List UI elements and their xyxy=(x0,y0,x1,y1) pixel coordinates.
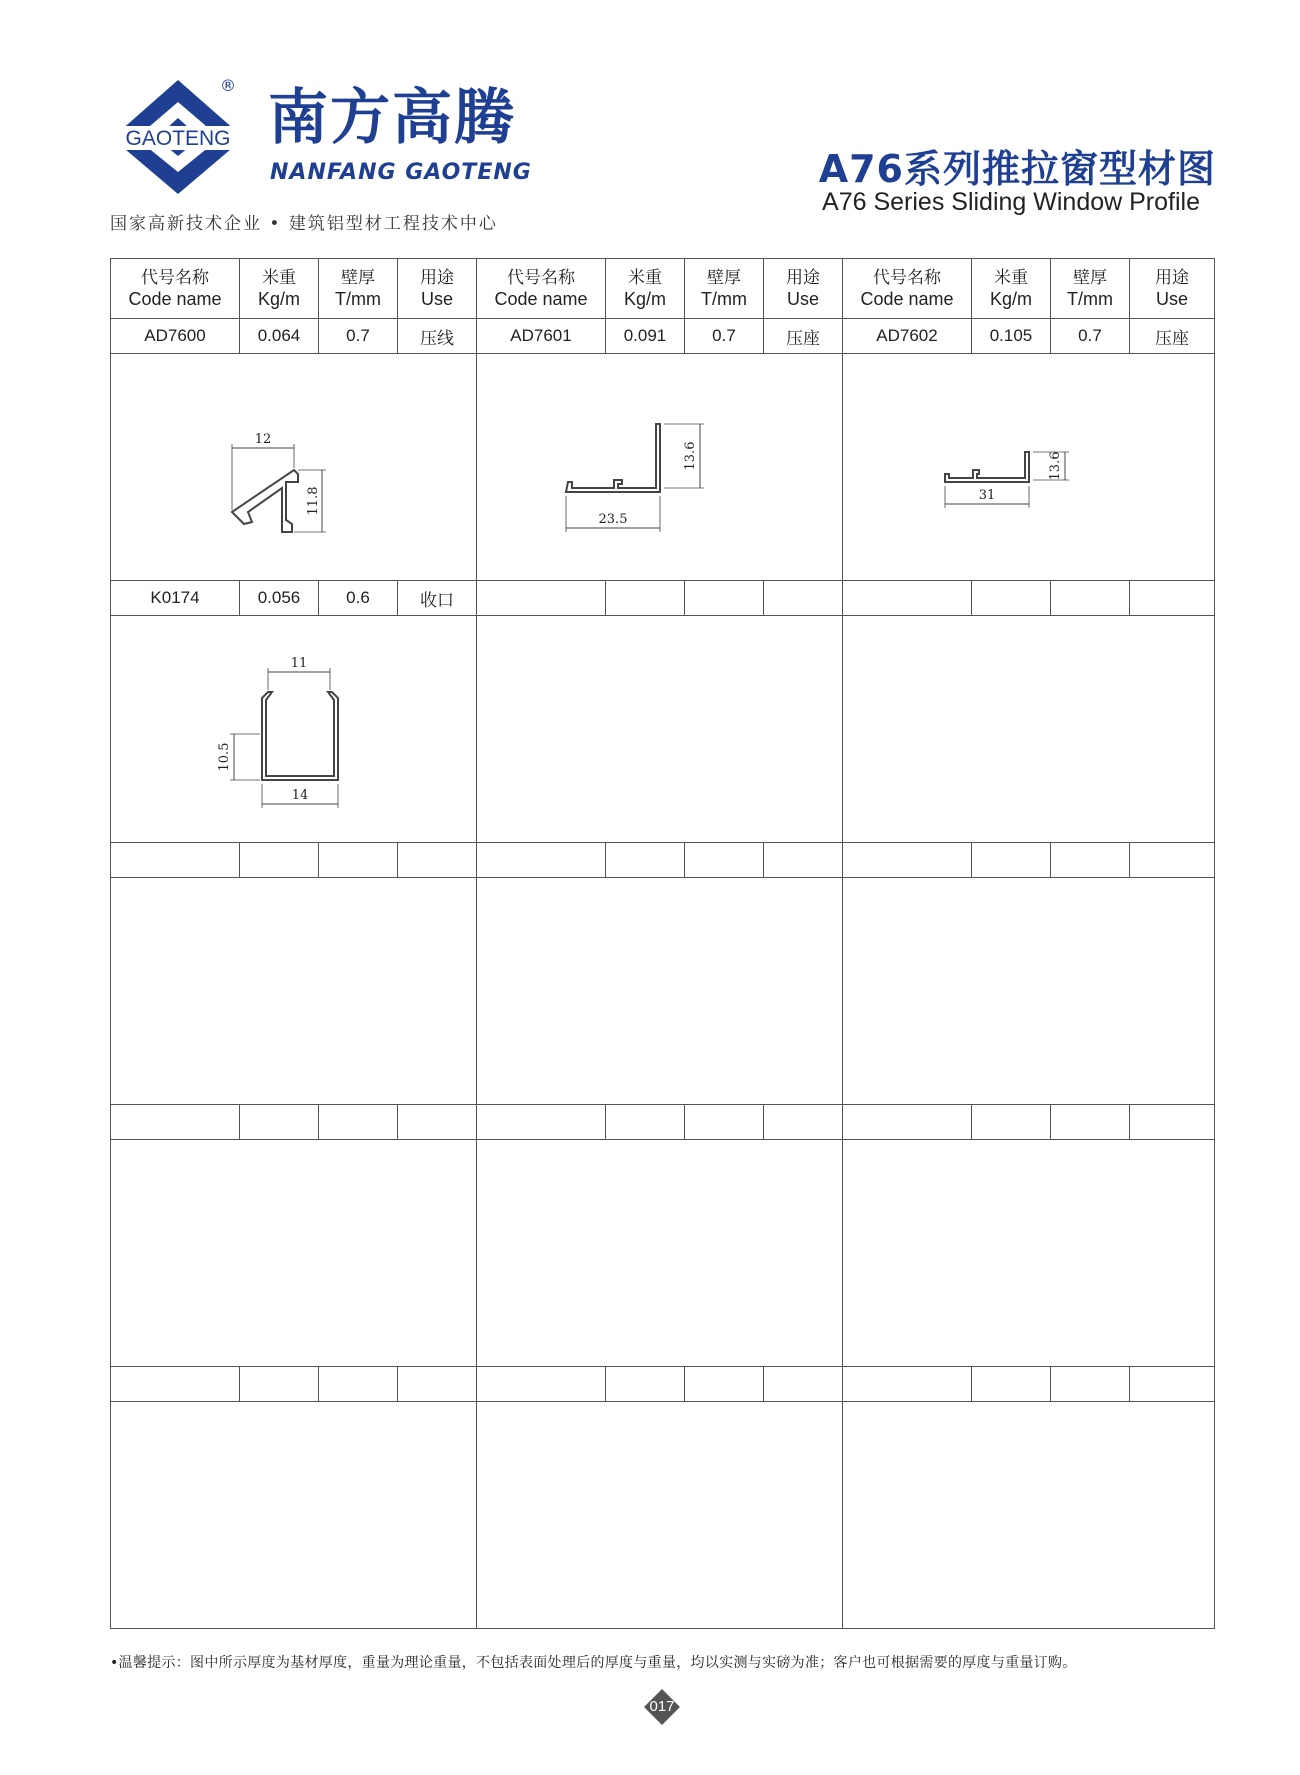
drawing-row xyxy=(111,878,1215,1105)
empty-cell xyxy=(398,1105,477,1140)
empty-drawing-cell xyxy=(843,1402,1215,1629)
weight-cell: 0.064 xyxy=(240,319,319,354)
dimension-label: 13.6 xyxy=(682,441,698,471)
header-thickness: 壁厚 T/mm xyxy=(685,259,764,319)
dimension-label: 14 xyxy=(291,788,308,803)
use-cell: 压座 xyxy=(1130,319,1215,354)
footer-notice: •温馨提示：图中所示厚度为基材厚度，重量为理论重量，不包括表面处理后的厚度与重量，均以实测与实磅为准；客户也可根据需要的厚度与重量订购。 xyxy=(110,1655,1077,1671)
empty-cell xyxy=(843,1105,972,1140)
header-thickness: 壁厚 T/mm xyxy=(319,259,398,319)
code-cell: AD7600 xyxy=(111,319,240,354)
registered-mark: ® xyxy=(220,76,236,95)
brand-name-en: NANFANG GAOTENG xyxy=(270,160,532,185)
empty-cell xyxy=(1130,581,1215,616)
empty-cell xyxy=(1130,843,1215,878)
drawing-row xyxy=(111,1402,1215,1629)
empty-cell xyxy=(606,1105,685,1140)
gaoteng-logo-icon xyxy=(108,78,248,196)
profile-drawing-cell xyxy=(477,354,843,581)
empty-cell xyxy=(1051,843,1130,878)
weight-cell: 0.091 xyxy=(606,319,685,354)
drawing-row xyxy=(111,1140,1215,1367)
table-row xyxy=(111,1105,1215,1140)
thickness-cell: 0.7 xyxy=(1051,319,1130,354)
empty-cell xyxy=(1051,1367,1130,1402)
dimension-label: 12 xyxy=(254,432,271,447)
empty-cell xyxy=(972,843,1051,878)
empty-cell xyxy=(764,1105,843,1140)
empty-cell xyxy=(1130,1105,1215,1140)
empty-cell xyxy=(398,843,477,878)
empty-drawing-cell xyxy=(843,616,1215,843)
empty-cell xyxy=(111,1367,240,1402)
header-thickness: 壁厚 T/mm xyxy=(1051,259,1130,319)
page-number: 017 xyxy=(649,1698,675,1715)
empty-cell xyxy=(606,843,685,878)
dimension-label: 23.5 xyxy=(598,512,627,527)
table-row xyxy=(111,319,1215,354)
dimension-label: 11.8 xyxy=(305,486,321,516)
table-header-row xyxy=(111,259,1215,319)
profile-ad7601-drawing xyxy=(560,392,760,542)
thickness-cell: 0.6 xyxy=(319,581,398,616)
empty-cell xyxy=(843,1367,972,1402)
empty-drawing-cell xyxy=(477,1140,843,1367)
table-row xyxy=(111,581,1215,616)
header-code: 代号名称 Code name xyxy=(111,259,240,319)
empty-cell xyxy=(843,843,972,878)
weight-cell: 0.056 xyxy=(240,581,319,616)
header-code: 代号名称 Code name xyxy=(477,259,606,319)
dimension-label: 13.6 xyxy=(1047,451,1063,481)
code-cell: AD7602 xyxy=(843,319,972,354)
empty-drawing-cell xyxy=(843,1140,1215,1367)
empty-cell xyxy=(319,1105,398,1140)
empty-cell xyxy=(477,1105,606,1140)
empty-cell xyxy=(972,581,1051,616)
empty-drawing-cell xyxy=(843,878,1215,1105)
table-row xyxy=(111,843,1215,878)
empty-cell xyxy=(843,581,972,616)
empty-cell xyxy=(972,1367,1051,1402)
empty-cell xyxy=(685,1105,764,1140)
code-cell: K0174 xyxy=(111,581,240,616)
header-weight: 米重 Kg/m xyxy=(972,259,1051,319)
profile-k0174-drawing xyxy=(194,644,394,814)
empty-cell xyxy=(240,843,319,878)
header-weight: 米重 Kg/m xyxy=(240,259,319,319)
header-code: 代号名称 Code name xyxy=(843,259,972,319)
profile-table xyxy=(110,258,1215,1629)
profile-ad7600-drawing xyxy=(194,392,394,542)
drawing-row xyxy=(111,616,1215,843)
profile-drawing-cell xyxy=(111,616,477,843)
dimension-label: 11 xyxy=(290,656,307,671)
page-title-en: A76 Series Sliding Window Profile xyxy=(822,188,1200,216)
brand-tagline: 国家高新技术企业 • 建筑铝型材工程技术中心 xyxy=(110,214,498,234)
code-cell: AD7601 xyxy=(477,319,606,354)
use-cell: 压线 xyxy=(398,319,477,354)
empty-cell xyxy=(111,843,240,878)
header-weight: 米重 Kg/m xyxy=(606,259,685,319)
thickness-cell: 0.7 xyxy=(319,319,398,354)
profile-drawing-cell xyxy=(111,354,477,581)
empty-drawing-cell xyxy=(111,1140,477,1367)
empty-cell xyxy=(685,1367,764,1402)
empty-drawing-cell xyxy=(111,1402,477,1629)
empty-cell xyxy=(240,1105,319,1140)
empty-cell xyxy=(319,843,398,878)
empty-drawing-cell xyxy=(477,878,843,1105)
empty-cell xyxy=(1051,1105,1130,1140)
empty-cell xyxy=(477,581,606,616)
dimension-label: 10.5 xyxy=(216,742,232,772)
empty-cell xyxy=(398,1367,477,1402)
empty-cell xyxy=(477,843,606,878)
empty-cell xyxy=(1051,581,1130,616)
profile-drawing-cell xyxy=(843,354,1215,581)
use-cell: 收口 xyxy=(398,581,477,616)
empty-cell xyxy=(972,1105,1051,1140)
drawing-row xyxy=(111,354,1215,581)
thickness-cell: 0.7 xyxy=(685,319,764,354)
table-row xyxy=(111,1367,1215,1402)
header-use: 用途 Use xyxy=(764,259,843,319)
svg-text:GAOTENG: GAOTENG xyxy=(125,127,231,150)
empty-cell xyxy=(240,1367,319,1402)
empty-cell xyxy=(111,1105,240,1140)
profile-ad7602-drawing xyxy=(929,392,1129,542)
dimension-label: 31 xyxy=(978,488,995,503)
empty-drawing-cell xyxy=(477,616,843,843)
empty-cell xyxy=(764,843,843,878)
brand-name-cn: 南方高腾 xyxy=(268,83,516,153)
empty-drawing-cell xyxy=(111,878,477,1105)
weight-cell: 0.105 xyxy=(972,319,1051,354)
use-cell: 压座 xyxy=(764,319,843,354)
empty-cell xyxy=(1130,1367,1215,1402)
empty-cell xyxy=(606,581,685,616)
empty-cell xyxy=(606,1367,685,1402)
header-use: 用途 Use xyxy=(398,259,477,319)
empty-cell xyxy=(764,581,843,616)
empty-cell xyxy=(685,581,764,616)
page-title-cn: A76系列推拉窗型材图 xyxy=(818,147,1216,191)
empty-cell xyxy=(319,1367,398,1402)
empty-drawing-cell xyxy=(477,1402,843,1629)
empty-cell xyxy=(477,1367,606,1402)
empty-cell xyxy=(685,843,764,878)
empty-cell xyxy=(764,1367,843,1402)
header-use: 用途 Use xyxy=(1130,259,1215,319)
